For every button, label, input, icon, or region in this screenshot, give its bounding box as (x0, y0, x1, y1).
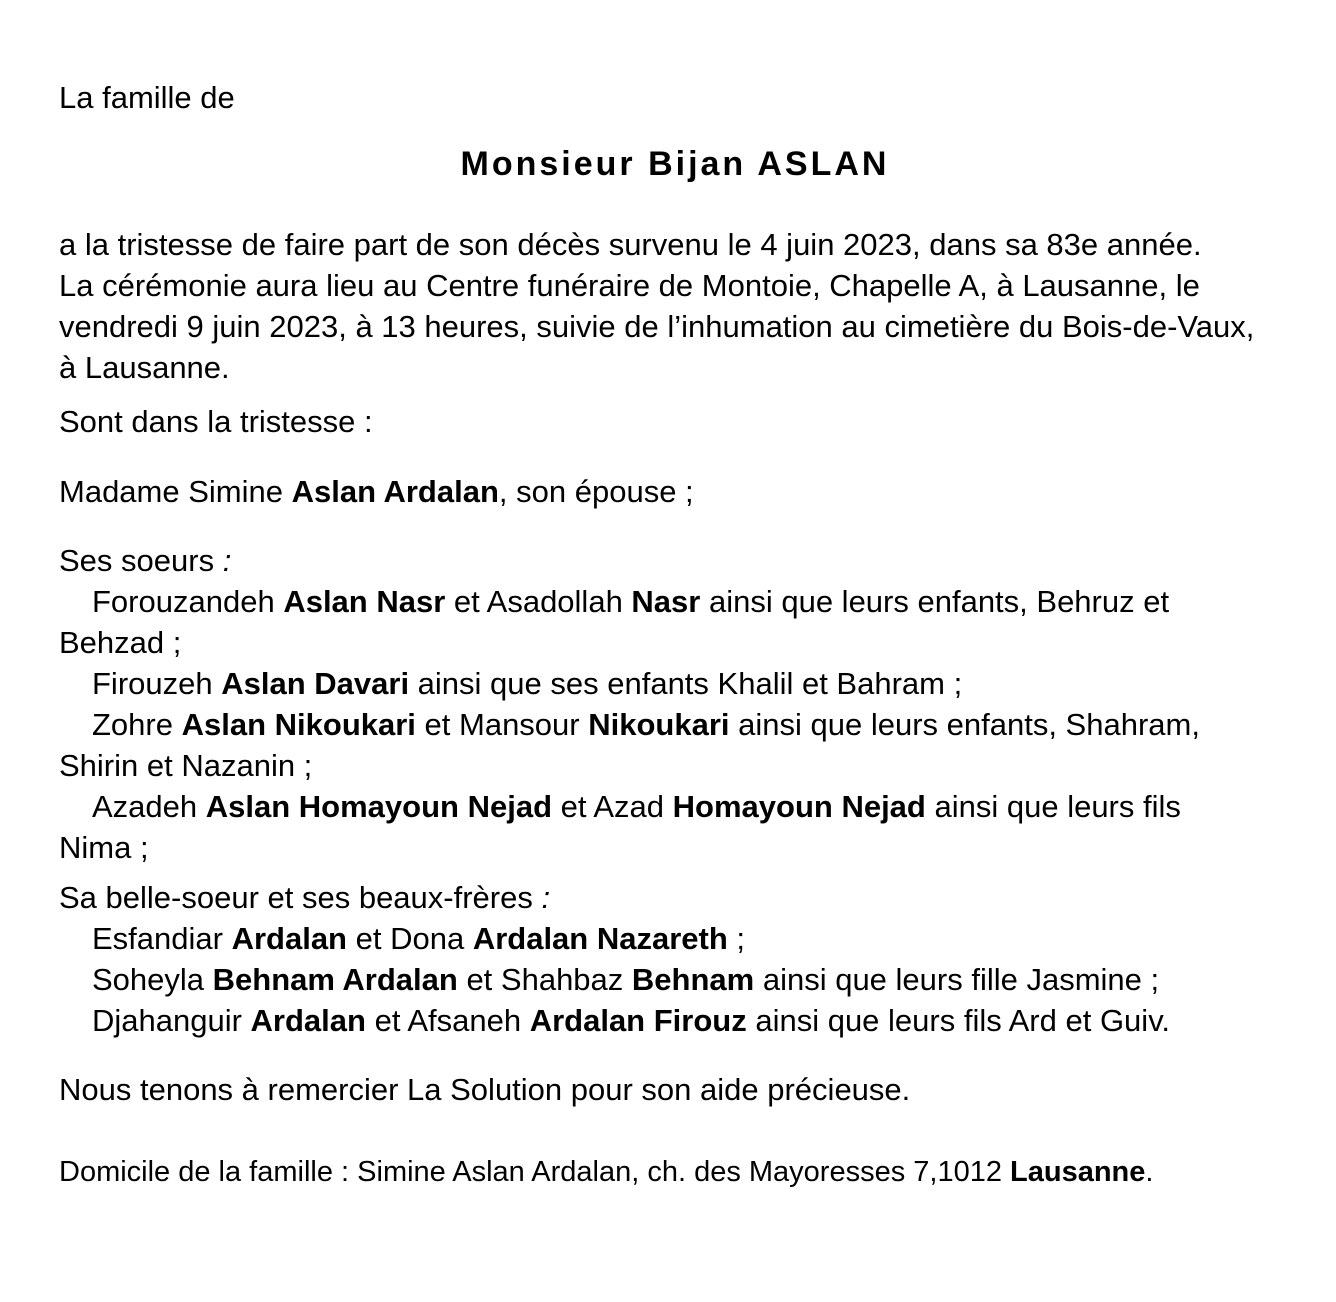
intro-line: La famille de (59, 80, 235, 115)
announcement-paragraph: a la tristesse de faire part de son décès survenu le 4 juin 2023, dans sa 83e année. La cérémonie aura lieu au Centre funéraire de Montoie, Chapelle A, à Lausanne, le vendredi 9 juin 2023, à 13 heures, suivie de l’inhumation au cimetière du Bois-de-Vaux, à Lausanne. (59, 227, 1255, 385)
inlaw-item: Esfandiar Ardalan et Dona Ardalan Nazareth ; (92, 921, 746, 956)
sister-item: Azadeh Aslan Homayoun Nejad et Azad Homayoun Nejad ainsi que leurs fils Nima ; (59, 789, 1181, 865)
sisters-header: Ses soeurs : (59, 543, 232, 578)
thanks-line: Nous tenons à remercier La Solution pour son aide précieuse. (59, 1072, 911, 1107)
sister-item: Forouzandeh Aslan Nasr et Asadollah Nasr ainsi que leurs enfants, Behruz et Behzad ; (59, 584, 1170, 660)
sister-item: Zohre Aslan Nikoukari et Mansour Nikoukari ainsi que leurs enfants, Shahram, Shirin et Nazanin ; (59, 707, 1200, 783)
spouse-line: Madame Simine Aslan Ardalan, son épouse ; (59, 474, 694, 509)
grief-header: Sont dans la tristesse : (59, 404, 373, 439)
domicile-line: Domicile de la famille : Simine Aslan Ardalan, ch. des Mayoresses 7,1012 Lausanne. (59, 1156, 1154, 1188)
sister-item: Firouzeh Aslan Davari ainsi que ses enfants Khalil et Bahram ; (92, 666, 963, 701)
inlaw-item: Djahanguir Ardalan et Afsaneh Ardalan Firouz ainsi que leurs fils Ard et Guiv. (92, 1003, 1171, 1038)
deceased-name-title: Monsieur Bijan ASLAN (460, 145, 890, 183)
inlaw-item: Soheyla Behnam Ardalan et Shahbaz Behnam ainsi que leurs fille Jasmine ; (92, 962, 1160, 997)
inlaws-header: Sa belle-soeur et ses beaux-frères : (59, 880, 551, 915)
